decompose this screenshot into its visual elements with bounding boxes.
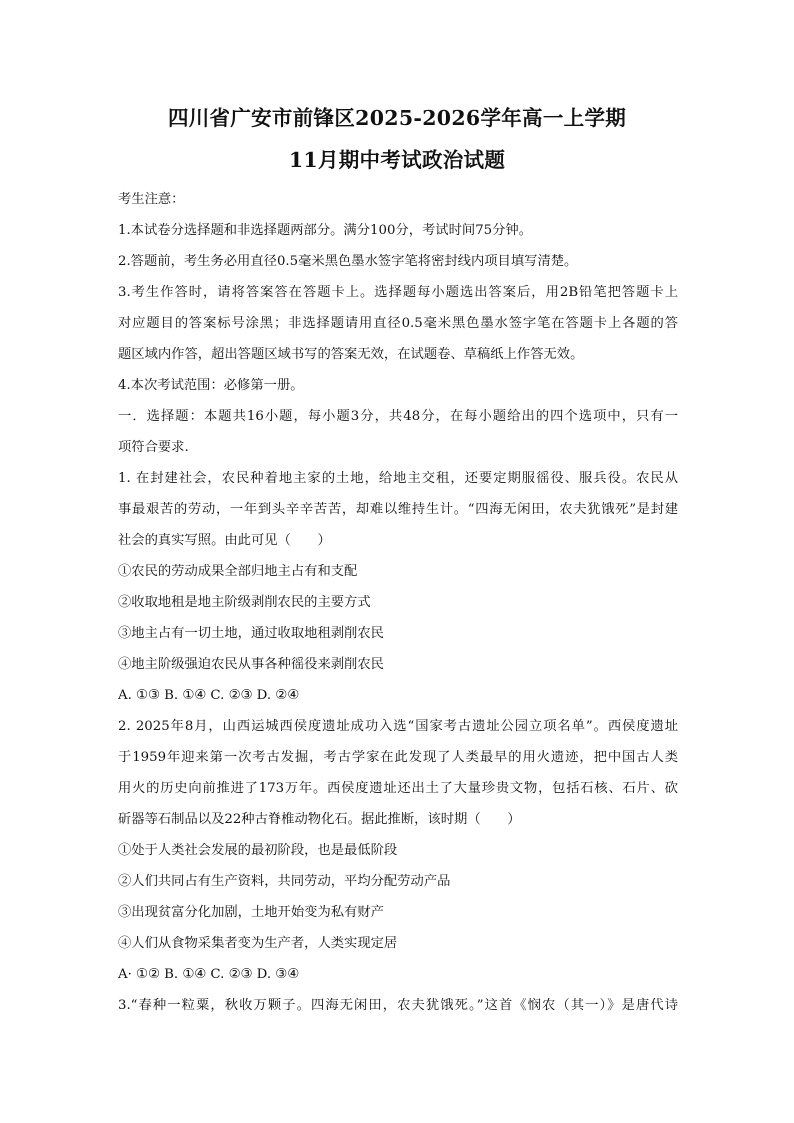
question-1-option-3: ③地主占有一切土地，通过收取地租剥削农民 xyxy=(118,626,384,641)
question-1-stem-line-1: 1. 在封建社会，农民种着地主家的土地，给地主交租，还要定期服徭役、服兵役。农民从 xyxy=(118,471,678,486)
notice-item-3-line-1: 3.考生作答时，请将答案答在答题卡上。选择题每小题选出答案后，用2B铅笔把答题卡上 xyxy=(118,285,678,300)
question-1-stem-line-3: 社会的真实写照。由此可见（ ） xyxy=(118,533,331,548)
notice-heading: 考生注意： xyxy=(118,192,185,207)
question-1-option-4: ④地主阶级强迫农民从事各种徭役来剥削农民 xyxy=(118,657,384,672)
question-1-choices: A. ①③ B. ①④ C. ②③ D. ②④ xyxy=(118,688,300,703)
question-1-option-1: ①农民的劳动成果全部归地主占有和支配 xyxy=(118,564,358,579)
notice-item-4: 4.本次考试范围：必修第一册。 xyxy=(118,378,304,393)
question-2-option-4: ④人们从食物采集者变为生产者，人类实现定居 xyxy=(118,936,398,951)
notice-item-3-line-3: 题区域内作答，超出答题区域书写的答案无效，在试题卷、草稿纸上作答无效。 xyxy=(118,347,584,362)
question-2-option-3: ③出现贫富分化加剧，土地开始变为私有财产 xyxy=(118,905,384,920)
question-1-option-2: ②收取地租是地主阶级剥削农民的主要方式 xyxy=(118,595,371,610)
section-heading-line-2: 项符合要求. xyxy=(118,440,189,455)
notice-item-2: 2.答题前，考生务必用直径0.5毫米黑色墨水签字笔将密封线内项目填写清楚。 xyxy=(118,254,578,269)
exam-title-line2: 11月期中考试政治试题 xyxy=(288,148,506,172)
question-2-stem-line-1: 2. 2025年8月，山西运城西侯度遗址成功入选“国家考古遗址公园立项名单”。西侯度遗址 xyxy=(118,719,678,734)
question-2-option-2: ②人们共同占有生产资料，共同劳动，平均分配劳动产品 xyxy=(118,874,451,889)
question-2-choices: A· ①② B. ①④ C. ②③ D. ③④ xyxy=(118,967,300,982)
exam-title-line1: 四川省广安市前锋区2025-2026学年高一上学期 xyxy=(167,106,627,130)
question-2-stem-line-2: 于1959年迎来第一次考古发掘，考古学家在此发现了人类最早的用火遗迹，把中国古人类 xyxy=(118,750,678,765)
question-2-option-1: ①处于人类社会发展的最初阶段，也是最低阶段 xyxy=(118,843,398,858)
notice-item-3-line-2: 对应题目的答案标号涂黑；非选择题请用直径0.5毫米黑色墨水签字笔在答题卡上各题的答 xyxy=(118,316,678,331)
question-3-stem-line-1: 3.“春种一粒粟，秋收万颗子。四海无闲田，农夫犹饿死。”这首《悯农（其一）》是唐代诗 xyxy=(118,998,678,1013)
question-2-stem-line-4: 斫器等石制品以及22种古脊椎动物化石。据此推断，该时期（ ） xyxy=(118,812,521,827)
section-heading-line-1: 一．选择题：本题共16小题，每小题3分，共48分，在每小题给出的四个选项中，只有一 xyxy=(118,409,678,424)
question-1-stem-line-2: 事最艰苦的劳动，一年到头辛辛苦苦，却难以维持生计。“四海无闲田，农夫犹饿死”是封建 xyxy=(118,502,678,517)
exam-body xyxy=(118,184,678,1021)
notice-item-1: 1.本试卷分选择题和非选择题两部分。满分100分，考试时间75分钟。 xyxy=(118,223,533,238)
question-2-stem-line-3: 用火的历史向前推进了173万年。西侯度遗址还出土了大量珍贵文物，包括石核、石片、砍 xyxy=(118,781,678,796)
